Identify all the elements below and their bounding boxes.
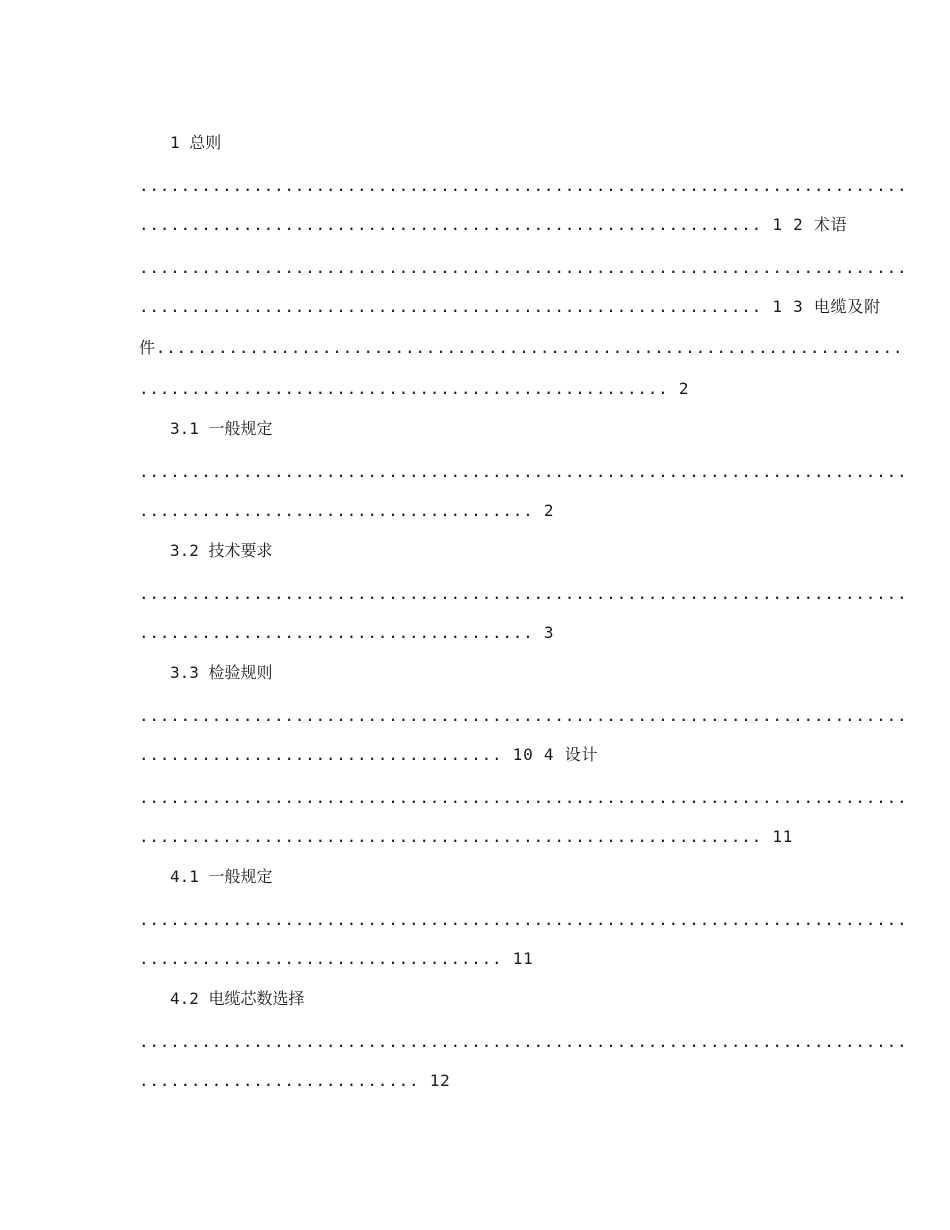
toc-leader-line: ..........................................................................: [139, 462, 908, 481]
toc-leader-line: 件........................................................................: [139, 338, 904, 357]
toc-entry-4-1: 4.1 一般规定: [170, 867, 273, 886]
toc-entry-1-general: 1 总则: [170, 133, 222, 152]
toc-entry-3-1: 3.1 一般规定: [170, 419, 273, 438]
toc-leader-line: ................................... 11: [139, 949, 534, 968]
toc-leader-line: ........................... 12: [139, 1071, 451, 1090]
toc-leader-line: ............................................................ 11: [139, 827, 794, 846]
toc-leader-line: ................................................... 2: [139, 379, 690, 398]
toc-leader-line: ..........................................................................: [139, 788, 908, 807]
toc-leader-line: ..........................................................................: [139, 1032, 908, 1051]
toc-entry-4-2: 4.2 电缆芯数选择: [170, 989, 305, 1008]
toc-leader-line: ..........................................................................: [139, 706, 908, 725]
toc-leader-line: ..........................................................................: [139, 258, 908, 277]
toc-leader-line: ...................................... 2: [139, 501, 555, 520]
toc-leader-line: ...................................... 3: [139, 623, 555, 642]
toc-leader-line: ............................................................ 1 2 术语: [139, 215, 848, 234]
toc-leader-line: ..........................................................................: [139, 176, 908, 195]
toc-leader-line: ..........................................................................: [139, 584, 908, 603]
toc-leader-line: ............................................................ 1 3 电缆及附: [139, 297, 881, 316]
toc-leader-line: ................................... 10 4 设计: [139, 745, 599, 764]
toc-leader-line: ..........................................................................: [139, 910, 908, 929]
toc-entry-3-2: 3.2 技术要求: [170, 541, 273, 560]
toc-entry-3-3: 3.3 检验规则: [170, 663, 273, 682]
